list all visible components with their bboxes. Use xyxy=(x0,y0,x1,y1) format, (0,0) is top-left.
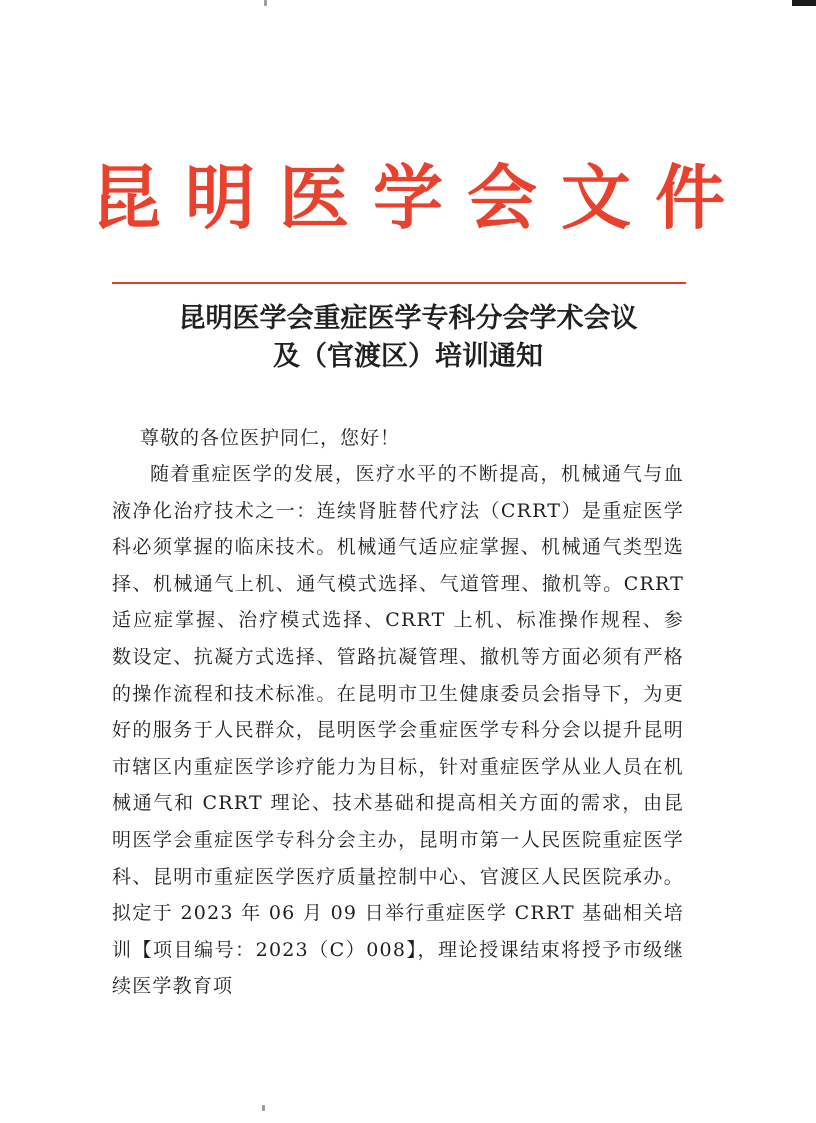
notice-title xyxy=(0,300,816,376)
scan-speck-bottom xyxy=(262,1105,265,1111)
scan-speck-top xyxy=(264,0,267,6)
masthead-red-divider xyxy=(112,282,686,284)
notice-title-line-1: 昆明医学会重症医学专科分会学术会议 xyxy=(178,303,638,334)
body-paragraph: 随着重症医学的发展，医疗水平的不断提高，机械通气与血液净化治疗技术之一：连续肾脏替代疗法（CRRT）是重症医学科必须掌握的临床技术。机械通气适应症掌握、机械通气类型选择、机械通气上机、通气模式选择、气道管理、撤机等。CRRT 适应症掌握、治疗模式选择、CRRT 上机、标准操作规程、参数设定、抗凝方式选择、管路抗凝管理、撤机等方面必须有严格的操作流程和技术标准。在昆明市卫生健康委员会指导下，为更好的服务于人民群众，昆明医学会重症医学专科分会以提升昆明市辖区内重症医学诊疗能力为目标，针对重症医学从业人员在机械通气和 CRRT 理论、技术基础和提高相关方面的需求，由昆明医学会重症医学专科分会主办，昆明市第一人民医院重症医学科、昆明市重症医学医疗质量控制中心、官渡区人民医院承办。拟定于 2023 年 06 月 09 日举行重症医学 CRRT 基础相关培训【项目编号：2023（C）008】，理论授课结束将授予市级继续医学教育项 xyxy=(112,463,684,998)
scan-corner-mark xyxy=(792,0,816,6)
notice-title-line-2: 及（官渡区）培训通知 xyxy=(273,341,543,372)
greeting: 尊敬的各位医护同仁，您好！ xyxy=(140,427,401,449)
document-masthead: 昆明医学会文件 xyxy=(91,157,749,239)
